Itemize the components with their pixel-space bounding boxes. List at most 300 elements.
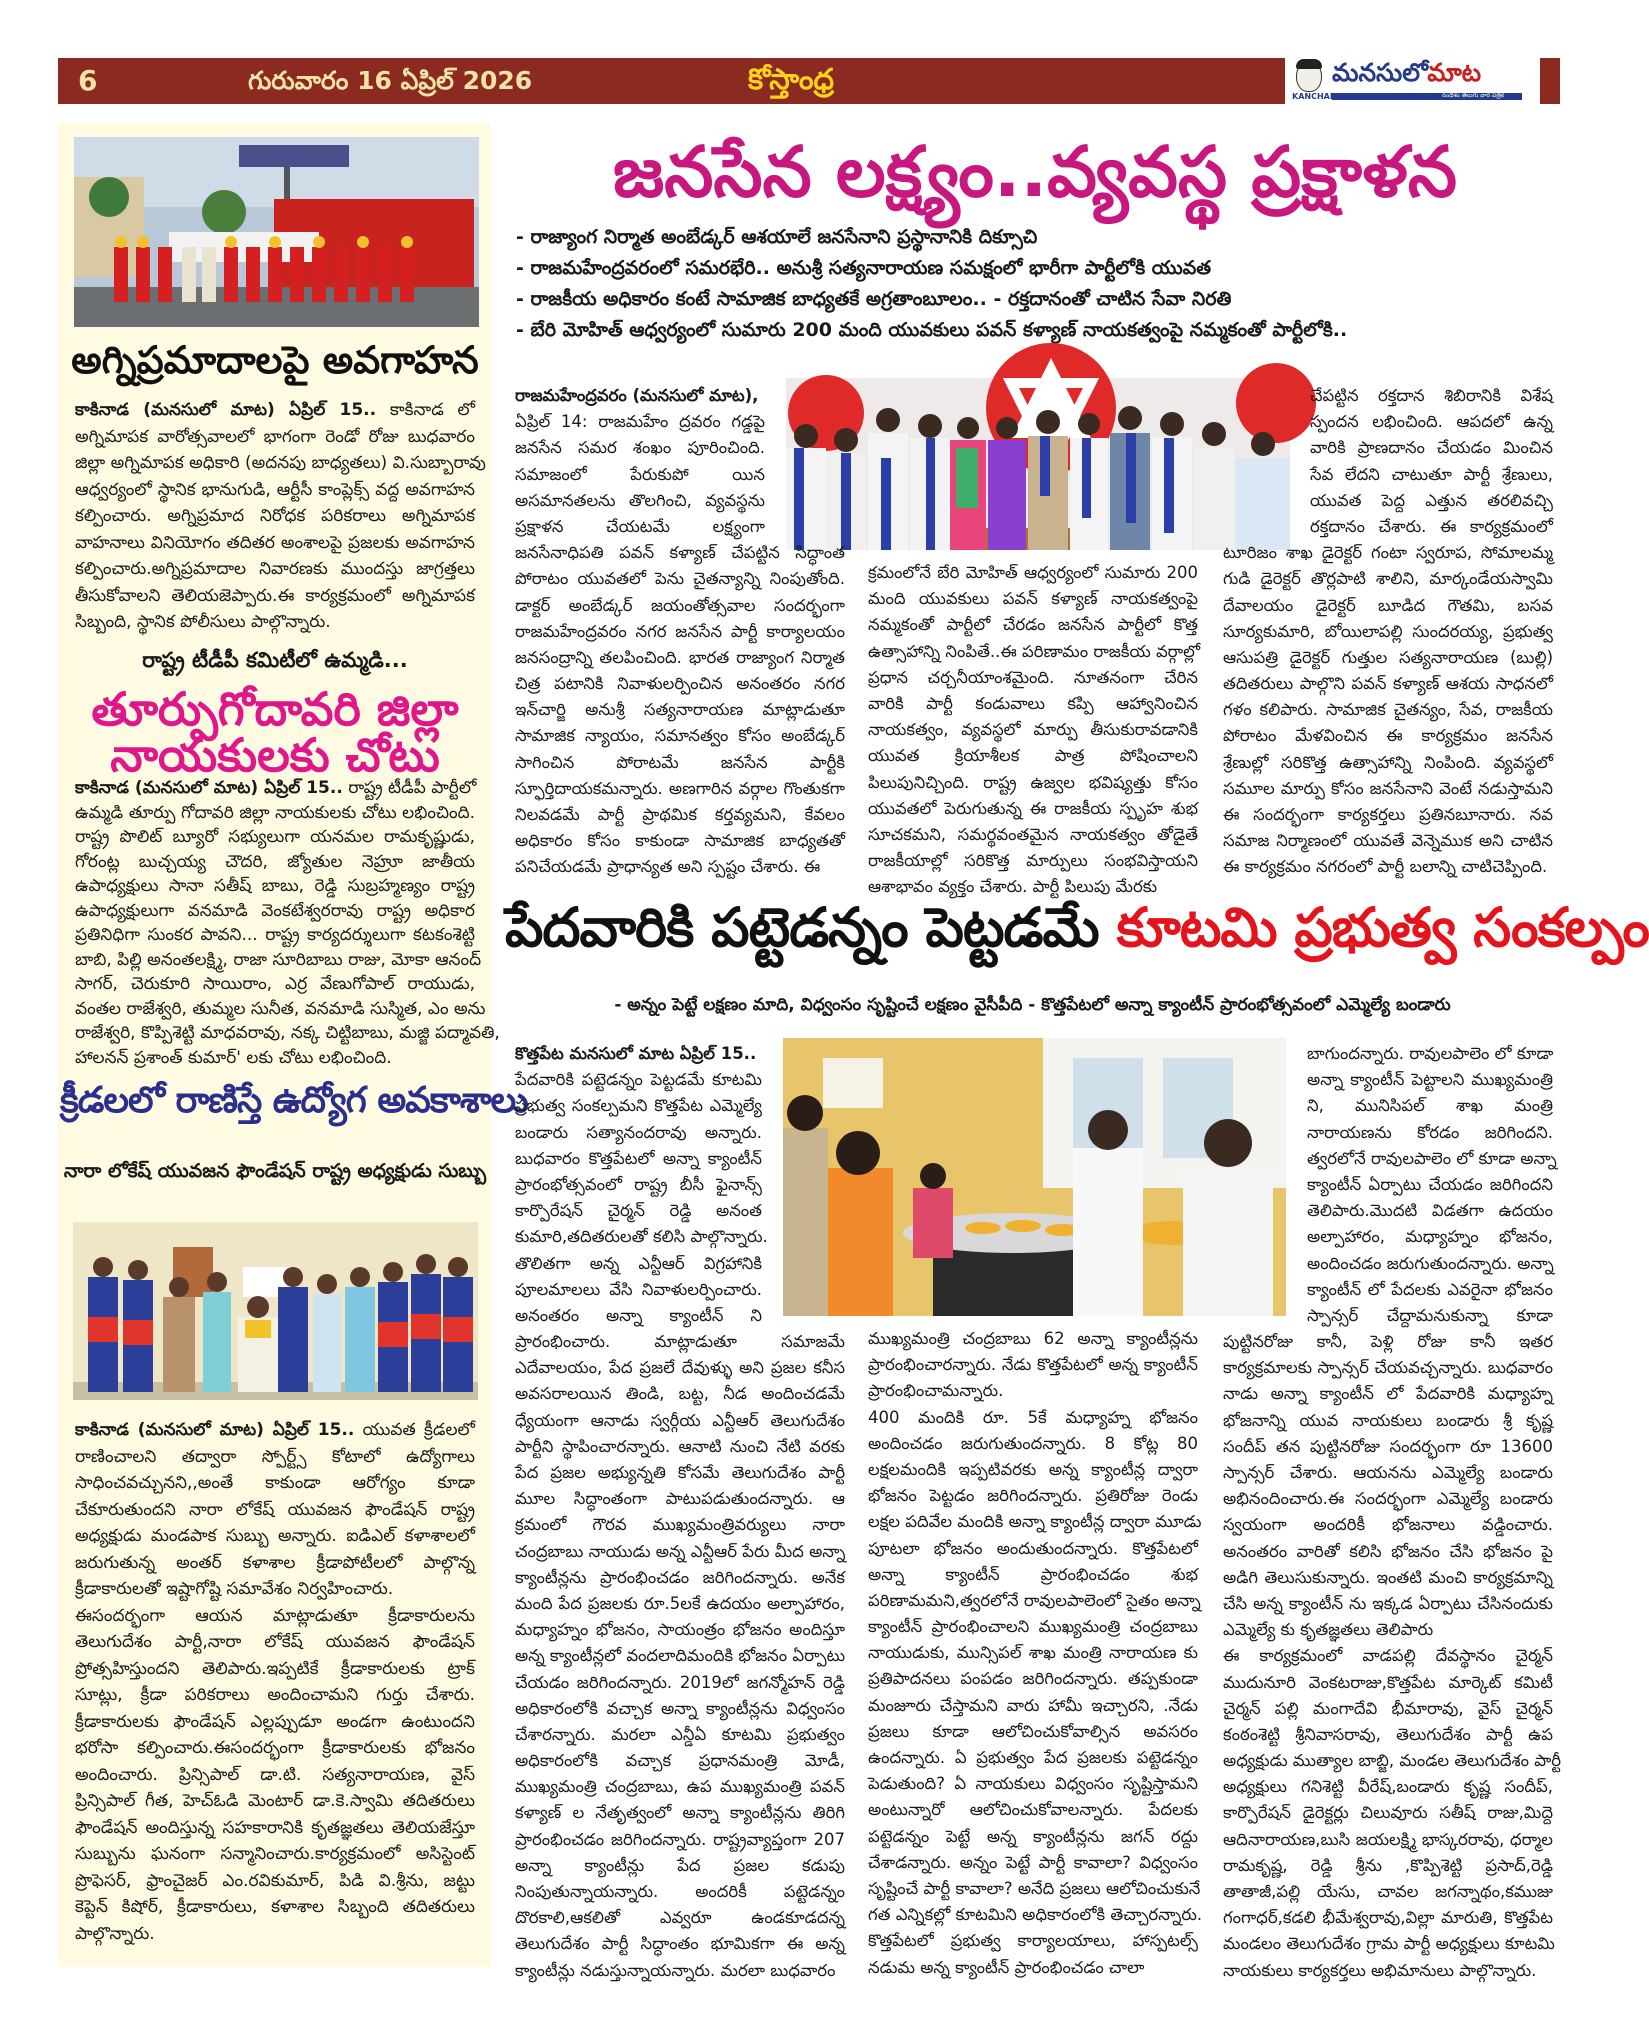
article-line [515, 566, 845, 592]
line-text: ముదునూరి వెంకటరాజు,కొత్తపేట మార్కెట్ కమిటీ [1223, 1672, 1553, 1692]
line-text: రాజేశ్వరి, కొప్పిశెట్టి మాధవరావు, నక్క చిట్టిబాబు, మజ్జి పద్మావతి, [75, 1023, 500, 1043]
line-text: రాష్ట్ర టీడీపీ పార్టీలో [348, 778, 477, 798]
line-text: సమూల మార్పు కోసం జనసేనాని వెంటే నడుస్తామని [1223, 778, 1553, 798]
line-text: అధ్యక్షులు గనిశెట్టి వీరేష్,బండారు కృష్ణ సందీప్, [1223, 1777, 1553, 1797]
line-text: చైర్మన్ పల్లి మంగాదేవి భీమారావు, వైస్ చైర్మన్ [1223, 1698, 1553, 1718]
line-text: పిలుపునిచ్చింది. రాష్ట్ర ఉజ్వల భవిష్యత్తు కోసం [868, 772, 1198, 792]
article-line [1223, 1958, 1553, 1984]
logo-word-2: మాట [1427, 58, 1482, 87]
line-text: ఆశాభావం వ్యక్తం చేశారు. పార్టీ పిలుపు మేరకు [868, 877, 1158, 897]
tdp-kicker: రాష్ట్ర టీడీపీ కమిటీలో ఉమ్మడి... [142, 648, 408, 672]
article-line [868, 1876, 1201, 1902]
janasena-column-2 [868, 560, 1201, 900]
tdp-article-body [75, 776, 500, 1070]
line-text: పుట్టినరోజు కానీ, పెళ్లి రోజు కానీ ఇతర [1223, 1332, 1553, 1352]
line-text: అన్న క్యాంటీన్లలో వందలాదిమందికి భోజనం ఏర్పాటు [515, 1646, 846, 1666]
line-text: క్యాంటీన్ లో పేదలకు ఎవరైనా భోజనం [1307, 1279, 1553, 1299]
line-text: ప్రొఫెసర్, ఫ్రాంచైజర్ ఎం.రవికుమార్, పిడి వి.శ్రీను, జట్టు [75, 1870, 475, 1891]
janasena-bullet: - రాజ్యాంగ నిర్మాత అంబేడ్కర్ ఆశయాలే జనసేనాని ప్రస్థానానికి దిక్సూచి [516, 226, 1038, 248]
line-text: లక్షలమందికి ఇప్పటివరకు అన్న క్యాంటీన్ల ద్వారా [868, 1459, 1198, 1479]
page-header-bar [58, 58, 1285, 104]
line-text: స్పాన్సర్ చేశారు. ఆయనను ఎమ్మెల్యే బండారు [1223, 1463, 1553, 1482]
article-line [515, 1434, 845, 1460]
dateline: కాకినాడ (మనసులో మాట) ఏప్రిల్ 15.. [75, 400, 377, 420]
article-line [515, 1591, 845, 1617]
line-text: మంది పేద ప్రజలకు రూ.5లకే ఉదయం అల్పాహారం, [515, 1593, 845, 1613]
article-line [515, 1905, 845, 1931]
line-text: గుడి డైరెక్టర్ తొర్లపాటి శాలిని, మార్కండేయస్వామి [1223, 569, 1553, 589]
line-text: రాణించాలని తద్వారా స్పోర్ట్స్ కోటాలో ఉద్యోగాలు [75, 1446, 475, 1467]
line-text: ప్రక్షాళన చేయటమే లక్ష్యంగా [515, 516, 765, 536]
line-text: తీసుకోవాలని తెలియజెప్పారు.ఈ కార్యక్రమంలో అగ్నిమాపక [75, 585, 475, 606]
article-line [1223, 1905, 1553, 1931]
article-line [515, 1774, 845, 1800]
line-text: ప్రజలు కూడా ఆలోచించుకోవాల్సిన అవసరం [868, 1721, 1198, 1741]
article-line [868, 717, 1198, 743]
article-line [868, 796, 1198, 822]
line-text: అందించారు. ప్రిన్సిపాల్ డా.టి. సత్యనారాయణ, వైస్ [75, 1764, 475, 1785]
line-text: నాయకులు కార్యకర్తలు అభిమానులు పాల్గొన్నారు. [1223, 1960, 1537, 1980]
article-line [1310, 462, 1553, 488]
canteen-column-1 [515, 1041, 845, 1984]
article-line [868, 560, 1198, 586]
article-line [868, 612, 1198, 638]
article-line [868, 1771, 1198, 1797]
article-line [515, 1486, 845, 1512]
article-line [75, 1470, 475, 1497]
article-line [515, 697, 845, 723]
masthead-logo [1292, 58, 1536, 104]
article-line [868, 1797, 1198, 1823]
article-line [868, 1693, 1198, 1719]
article-line [1223, 1696, 1553, 1722]
line-text: సందీప్ తన పుట్టినరోజు సందర్భంగా రూ 13600 [1223, 1436, 1553, 1456]
line-text: ఉమ్మడి తూర్పు గోదావరి జిల్లా నాయకులకు చోటు లభించింది. [75, 802, 475, 823]
line-text: ఈ సందర్భంగా కార్యకర్తలు ప్రతినబూనారు. నవ [1223, 805, 1553, 824]
article-line [1223, 1774, 1553, 1800]
line-text: అన్నా క్యాంటీన్ ప్రారంభించడం శుభ [868, 1564, 1198, 1584]
article-line [1223, 619, 1553, 645]
article-line [515, 1879, 845, 1905]
fire-article-body [75, 397, 486, 636]
article-line [75, 825, 475, 850]
line-text: అందించడం జరుగుతుందన్నారు. 8 కోట్ల 80 [868, 1433, 1198, 1453]
article-line [1223, 1512, 1553, 1538]
article-line [515, 1722, 845, 1748]
line-text: ఇన్‌చార్జి అనుశ్రీ సత్యనారాయణ మాట్లాడుతూ [515, 700, 845, 720]
line-text: జరుగుతున్న అంతర్ కళాశాల క్రీడాపోటీలలో పాల్గొన్న [75, 1552, 475, 1573]
article-line [75, 1709, 475, 1736]
article-line [515, 540, 845, 566]
anna-canteen-photo [783, 1038, 1286, 1316]
line-text: అధికారం కోసం కాకుండా సామాజిక బాధ్యతతో [515, 831, 845, 851]
article-line [515, 750, 845, 776]
line-text: చేకూరుతుందని నారా లోకేష్ యువజన ఫౌండేషన్ రాష్ట్ర [75, 1499, 475, 1520]
header-strip [1540, 58, 1560, 104]
line-text: సుబ్బును ఘనంగా సన్మానించారు.కార్యక్రమంలో అసిస్టెంట్ [75, 1844, 475, 1864]
sports-subhead: నారా లోకేష్ యువజన ఫౌండేషన్ రాష్ట్ర అధ్యక్షుడు సుబ్బు [63, 1160, 487, 1182]
line-text: చేపట్టిన రక్తదాన శిబిరానికి విశేష [1310, 386, 1553, 405]
line-text: వంతల రాజేశ్వరి, తుమ్మల సునీత, వనమాడి సుస్మిత, ఎం అను [75, 998, 486, 1019]
line-text: క్రమంలోనే బేరి మోహిత్ ఆధ్వర్యంలో సుమారు 200 [868, 563, 1198, 582]
line-text: ప్రారంభించారు. మాట్లాడుతూ సమాజమే [515, 1332, 845, 1352]
article-line [75, 1682, 475, 1709]
article-line [1223, 1539, 1553, 1565]
portrait-icon [1296, 60, 1322, 92]
canteen-column-3 [1223, 1041, 1562, 1984]
article-line [1223, 1800, 1553, 1826]
line-text: తెలిపారు.మొదటి విడతగా ఉదయం [1307, 1201, 1553, 1221]
article-line [868, 665, 1198, 691]
canteen-headline-black: పేదవారికి పట్టెడన్నం పెట్టడమే [505, 896, 1099, 959]
article-line [1223, 776, 1553, 802]
article-line [1310, 514, 1553, 540]
article-line [868, 1719, 1198, 1745]
line-text: అనంతరం అన్నా క్యాంటీన్ ని [515, 1305, 762, 1325]
line-text: కార్యక్రమాలకు స్పాన్సర్ చేయవచ్చన్నారు. బుధవారం [1223, 1358, 1553, 1378]
article-line [75, 530, 475, 557]
line-text: నమ్మకంతో పార్టీలో చేరడం జనసేన పార్టీలో కొత్త [868, 615, 1198, 635]
dateline: కాకినాడ (మనసులో మాట) ఏప్రిల్ 15.. [75, 1420, 355, 1440]
article-line [515, 854, 845, 880]
article-line [515, 1539, 845, 1565]
line-text: కల్పించారు.అగ్నిప్రమాదాల నివారణకు ముందస్తు జాగ్రత్తలు [75, 559, 475, 579]
line-text: కల్పించారు. అగ్నిప్రమాద నిరోధక పరికరాలు అగ్నిమాపక [75, 506, 475, 526]
article-line [1310, 435, 1553, 461]
article-line [75, 450, 486, 477]
section-name: కోస్తాంధ్ర [748, 62, 835, 96]
article-line [868, 1536, 1198, 1562]
line-text: అవసరాలయిన తిండి, బట్ట, నీడ అందించడమే [515, 1384, 845, 1404]
article-line [75, 997, 486, 1022]
line-text: ప్రతినిధిగా సుంకర పావని... రాష్ట్ర కార్యదర్శులుగా కటకంశెట్టి [75, 925, 475, 945]
article-line [515, 1408, 845, 1434]
article-line [515, 409, 765, 435]
line-text: ప్రోత్సహిస్తుందని తెలిపారు.ఇప్పటికే క్రీడాకారులకు ట్రాక్ [75, 1658, 475, 1679]
line-text: యువతలో పెరుగుతున్న ఈ రాజకీయ స్పృహ శుభ [868, 798, 1198, 818]
line-text: అన్నా క్యాంటీన్లు పేద ప్రజల కడుపు [515, 1855, 845, 1875]
line-text: శ్రేణుల్లో సరికొత్త ఉత్సాహాన్ని నింపింది. వ్యవస్థలో [1223, 752, 1553, 772]
line-text: అంటున్నారో ఆలోచించుకోవాలన్నారు. పేదలకు [868, 1800, 1198, 1820]
line-text: ఉత్సాహాన్ని నింపితే..ఈ పరిణామం రాజకీయ వర్గాల్లో [868, 641, 1201, 661]
article-line [75, 1894, 475, 1921]
line-text: క్యాంటీన్ ఏర్పాటు చేయడం జరిగిందని [1307, 1174, 1553, 1194]
line-text: సృష్టించే పార్టీ కావాలా? అనేది ప్రజలు ఆలోచించుకునే [868, 1878, 1201, 1898]
article-line [515, 383, 765, 409]
article-line [75, 1576, 475, 1603]
article-line [868, 1614, 1198, 1640]
article-line [868, 1405, 1198, 1431]
article-line [868, 1588, 1201, 1614]
article-line [1223, 645, 1553, 671]
line-text: తొలితగా అన్న ఎన్టీఆర్ విగ్రహానికి [515, 1253, 762, 1273]
dateline: కాకినాడ (మనసులో మాట) ఏప్రిల్ 15.. [75, 778, 343, 798]
line-text: సూచకమని, సమర్థవంతమైన నాయకత్వం తోడైతే [868, 824, 1198, 844]
article-line [1223, 1434, 1553, 1460]
line-text: తాతాజీ,పల్లి యేసు, చావల జగన్నాథం,కముజు [1223, 1882, 1553, 1901]
line-text: పేద ప్రజల అభ్యున్నతి కోసమే తెలుగుదేశం పార్టీ [515, 1463, 845, 1482]
article-line [75, 1629, 475, 1656]
line-text: రామకృష్ణ, రెడ్డి శ్రీను ,కొప్పిశెట్టి ప్రసాద్,రెడ్డి [1223, 1855, 1553, 1875]
article-line [75, 1921, 475, 1948]
article-line [1307, 1067, 1553, 1093]
line-text: పోరాటం యువతలో పెను చైతన్యాన్ని నింపుతోంది. [515, 569, 845, 589]
article-line [868, 1378, 1198, 1404]
article-line [868, 1902, 1203, 1928]
article-line [75, 583, 475, 610]
line-text: అనంతరం వారితో కలిసి భోజనం చేసి భోజనం పై [1223, 1541, 1553, 1561]
line-text: సూర్యకుమారి, బోయిలాపల్లి సుందరయ్య, ప్రభుత్వ [1223, 621, 1553, 641]
line-text: కంఠంశెట్టి శ్రీనివాసరావు, తెలుగుదేశం పార్టీ ఉప [1223, 1724, 1553, 1744]
line-text: అసమానతలను తొలగించి, వ్యవస్థను [515, 490, 765, 510]
line-text: త్వరలోనే రావులపాలెం లో కూడా అన్నా [1307, 1148, 1557, 1168]
article-line [515, 1696, 845, 1722]
line-text: క్యాంటీన్ ప్రారంభించాలని ముఖ్యమంత్రి చంద్రబాబు [868, 1617, 1198, 1637]
line-text: జిల్లా అగ్నిమాపక అధికారి (అదనపు బాధ్యతలు) వి.సుబ్బారావు [75, 453, 486, 473]
article-line [75, 477, 475, 504]
tdp-headline-line2: నాయకులకు చోటు [110, 728, 440, 782]
article-line [1223, 697, 1553, 723]
line-text: ఈ కార్యక్రమం నగరంలో పార్టీ బలాన్ని చాటిచెప్పింది. [1223, 857, 1548, 877]
line-text: మూల సిద్ధాంతంగా పాటుపడుతుందన్నారు. ఆ [515, 1489, 845, 1509]
article-line [868, 1928, 1198, 1954]
line-text: పూలమాలలు వేసి నివాళులర్పించారు. [515, 1279, 762, 1299]
article-line [1307, 1041, 1553, 1067]
line-text: కాకినాడ లో [389, 400, 476, 420]
article-line [75, 1497, 475, 1524]
article-line [1223, 802, 1553, 828]
line-text: ప్రారంభోత్సవంలో రాష్ట్ర బీసీ ఫైనాన్స్ [515, 1174, 762, 1194]
article-line [515, 1198, 762, 1224]
article-line [515, 1565, 845, 1591]
line-text: రాష్ట్ర పొలిట్ బ్యూరో సభ్యులుగా యనమల రామకృష్ణుడు, [75, 827, 475, 847]
article-line [75, 503, 475, 530]
article-line [515, 671, 845, 697]
line-text: మంజూరు చేస్తామని వారు హామీ ఇచ్చారని, .నేడు [868, 1695, 1198, 1715]
canteen-serving-image [783, 1038, 1286, 1316]
line-text: ప్రారంభించారన్నారు. నేడు కొత్తపేటలో అన్న క్యాంటీన్ [868, 1355, 1198, 1375]
line-text: నాయుడుకు, మున్సిపల్ శాఖ మంత్రి నారాయణ కు [868, 1643, 1198, 1663]
article-line [515, 1800, 845, 1826]
article-line [515, 1224, 768, 1250]
article-line [1307, 1172, 1553, 1198]
janasena-bullet: - రాజకీయ అధికారం కంటే సామాజిక బాధ్యతకే అగ్రతాంబూలం.. - రక్తదానంతో చాటిన సేవా నిరతి [516, 288, 1232, 310]
line-text: ఉపాధ్యక్షులుగా వనమాడి వెంకటేశ్వరరావు రాష్ట్ర అధికార [75, 900, 475, 921]
line-text: చేశారన్నారు. మరలా ఎన్డీఏ కూటమి ప్రభుత్వం [515, 1724, 845, 1744]
line-text: యువత పెద్ద ఎత్తున తరలివచ్చి [1310, 490, 1553, 510]
article-line [868, 639, 1201, 665]
article-line [1223, 1486, 1553, 1512]
line-text: పార్టీని స్థాపించారన్నారు. ఆనాటి నుంచి నేటి వరకు [515, 1436, 845, 1456]
article-line [868, 691, 1198, 717]
article-line [75, 424, 475, 451]
article-line [75, 1417, 475, 1444]
article-line [515, 723, 845, 749]
article-line [75, 1815, 475, 1842]
line-text: భోజనాన్ని యువ నాయకులు బండారు శ్రీ కృష్ణ [1223, 1410, 1553, 1430]
line-text: నాడు అన్నా క్యాంటీన్ లో పేదవారికి మధ్యాహ్న [1223, 1384, 1553, 1404]
article-line [1223, 1460, 1553, 1486]
line-text: రక్తదానం చేశారు. ఈ కార్యక్రమంలో [1310, 516, 1553, 536]
article-line [515, 1329, 845, 1355]
line-text: ధ్యేయంగా ఆనాడు స్వర్గీయ ఎన్టీఆర్ తెలుగుదేశం [515, 1410, 845, 1430]
line-text: జనసేనాధిపతి పవన్ కళ్యాణ్ చేపట్టిన సిద్ధాంత [515, 543, 845, 563]
article-line [1223, 723, 1553, 749]
line-text: ఆసుపత్రి డైరెక్టర్ గుత్తుల సత్యనారాయణ (బుల్లి) [1223, 647, 1553, 667]
line-text: ప్రారంభించడం జరిగిందన్నారు. రాష్ట్రవ్యాప్తంగా 207 [515, 1829, 845, 1849]
article-line [1307, 1093, 1553, 1119]
article-line [868, 1955, 1198, 1981]
janasena-headline: జనసేన లక్ష్యం..వ్యవస్థ ప్రక్షాళన [613, 131, 1457, 213]
line-text: ని, మునిసిపల్ శాఖ మంత్రి [1307, 1096, 1553, 1116]
line-text: క్యాంటీన్లను ప్రారంభించడం జరిగిందన్నారు. అనేక [515, 1567, 845, 1587]
article-line [868, 1457, 1198, 1483]
article-line [515, 435, 765, 461]
line-text: ఉపాధ్యక్షులు సానా సతీష్ బాబు, రెడ్డి సుబ్రహ్మణ్యం రాష్ట్ర [75, 876, 475, 896]
article-line [515, 514, 765, 540]
article-line [868, 1824, 1198, 1850]
line-text: అందించడం జరుగుతుందన్నారు. అన్నా [1307, 1253, 1554, 1273]
article-line [1223, 1748, 1562, 1774]
article-line [1223, 828, 1553, 854]
article-line [868, 1483, 1198, 1509]
line-text: జనసేన సమర శంఖం పూరించింది. [515, 438, 765, 458]
line-text: ప్రారంభించామన్నారు. [868, 1381, 1004, 1401]
line-text: తదితరులు పాల్గొని పవన్ కళ్యాణ్ ఆశయ సాధనలో [1223, 674, 1553, 694]
article-line [75, 1788, 475, 1815]
sports-team-photo [73, 1222, 478, 1400]
article-line [75, 1046, 475, 1071]
line-text: క్రమంలో గౌరవ ముఖ్యమంత్రివర్యులు నారా [515, 1515, 845, 1535]
canteen-subhead: - అన్నం పెట్టే లక్షణం మాది, విధ్వంసం సృష్టించే లక్షణం వైసీపీది - కొత్తపేటలో అన్నా క్యాంటీన్ ప్రారంభోత్సవంలో ఎమ్మెల్యే బండారు [614, 995, 1451, 1015]
article-line [1223, 566, 1553, 592]
article-line [1307, 1120, 1553, 1146]
article-line [515, 1460, 845, 1486]
line-text: అధికారంలోకి వచ్చాక అన్నా క్యాంటీన్లను విధ్వంసం [515, 1698, 845, 1718]
fire-headline: అగ్నిప్రమాదాలపై అవగాహన [71, 338, 479, 382]
article-line [1307, 1146, 1557, 1172]
article-line [1223, 1355, 1553, 1381]
line-text: ముఖ్యమంత్రి చంద్రబాబు, ఉప ముఖ్యమంత్రి పవన్ [515, 1777, 845, 1797]
logo-brand: KANCHARLA [1292, 92, 1348, 101]
article-line [75, 1021, 500, 1046]
line-text: యువత క్రీడలలో [362, 1420, 475, 1440]
article-line [1307, 1303, 1553, 1329]
line-text: ఉందన్నారు. ఏ ప్రభుత్వం పేద ప్రజలకు పట్టెడన్నం [868, 1748, 1198, 1767]
line-text: ఎదేవాలయం, పేద ప్రజలే దేవుళ్ళు అని ప్రజల కనీస [515, 1358, 845, 1378]
article-line [75, 923, 475, 948]
article-line [515, 1931, 845, 1957]
line-text: చిత్ర పటానికి నివాళులర్పించిన అనంతరం నగర [515, 674, 845, 694]
line-text: సాధించవచ్చునని,,అంతే కాకుండా ఆరోగ్యం కూడా [75, 1473, 475, 1493]
line-text: డాక్టర్ అంబేడ్కర్ జయంతోత్సవాల సందర్భంగా [515, 595, 845, 615]
line-text: చేశాడన్నారు. అన్నం పెట్టే పార్టీ కావాలా? విధ్వంసం [868, 1852, 1198, 1872]
line-text: ప్రభుత్వ సంకల్పమని కొత్తపేట ఎమ్మెల్యే [515, 1096, 762, 1116]
dateline: రాజమహేంద్రవరం (మనసులో మాట), [515, 386, 759, 405]
line-text: దొరకాలి,ఆకలితో ఎవ్వరూ ఉండకూడదన్న [515, 1908, 845, 1928]
article-line [868, 1431, 1198, 1457]
line-text: హాలనన్ ప్రశాంత్ కుమార్' లకు చోటు లభించింది. [75, 1047, 392, 1068]
line-text: నింపుతున్నాయన్నారు. అందరికీ పట్టెడన్నం [515, 1882, 845, 1901]
article-line [75, 609, 475, 636]
line-text: నాయకత్వం, వ్యవస్థలో మార్పు తీసుకురావడానికి [868, 720, 1198, 740]
canteen-headline [505, 892, 1649, 964]
article-line [1223, 1643, 1553, 1669]
line-text: ప్రధాన చర్చనీయాంశమైంది. నూతనంగా చేరిన [868, 667, 1198, 687]
article-line [515, 1067, 762, 1093]
article-line [515, 619, 845, 645]
line-text: సేవ లేదని చాటుతూ పార్టీ శ్రేణులు, [1310, 464, 1553, 484]
dateline: కొత్తపేట మనసులో మాట ఏప్రిల్ 15.. [515, 1044, 757, 1063]
article-line [515, 1277, 762, 1303]
article-line [75, 397, 475, 424]
line-text: పట్టెడన్నం పెట్టే అన్న క్యాంటీన్లను జగన్ రద్దు [868, 1826, 1198, 1846]
article-line [515, 1355, 845, 1381]
article-line [1307, 1224, 1553, 1250]
article-line [1223, 1853, 1553, 1879]
article-line [868, 1640, 1198, 1666]
line-text: ఆధ్వర్యంలో స్థానిక భానుగుడి, ఆర్టీసీ కాంప్లెక్స్ వద్ద అవగాహన [75, 479, 475, 500]
line-text: పనిచేయడమే ప్రాధాన్యత అని స్పష్టం చేశారు. ఈ [515, 857, 821, 877]
logo-tagline: సందేశం తెలుగు వార పత్రిక [1442, 92, 1505, 99]
article-line [1223, 1408, 1553, 1434]
line-text: స్పందన లభించింది. ఆపదలో ఉన్న [1310, 412, 1553, 432]
line-text: తెలుగుదేశం పార్టీ సిద్ధాంతం భూమికగా ఈ అన్న [515, 1934, 845, 1954]
line-text: అడిగి తెలుసుకున్నారు. ఇంతటి మంచి కార్యక్రమాన్ని [1223, 1567, 1553, 1587]
article-line [1223, 1617, 1553, 1643]
tdp-headline-line1: తూర్పుగోదావరి జిల్లా [91, 682, 459, 736]
article-line [75, 899, 475, 924]
fire-safety-image [74, 137, 479, 327]
line-text: వారికి పార్టీ కండువాలు కప్పి ఆహ్వానించిన [868, 693, 1198, 713]
article-line [868, 1509, 1202, 1535]
article-line [868, 1666, 1198, 1692]
line-text: బాబి, పిల్లి అనంతలక్ష్మి, రాజా సూరిబాబు రాజు, మోకా ఆనంద్ [75, 949, 482, 970]
line-text: స్పాన్సర్ చేద్దామనుకున్నా కూడా [1307, 1305, 1553, 1325]
logo-word-1: మనసులో [1332, 58, 1428, 87]
article-line [1223, 540, 1553, 566]
line-text: ఎమ్మెల్యే కు కృతజ్ఞతలు తెలిపారు [1223, 1620, 1434, 1640]
article-line [1223, 1381, 1553, 1407]
article-line [515, 1172, 762, 1198]
article-line [75, 1762, 475, 1789]
article-line [1223, 671, 1553, 697]
article-line [1223, 1827, 1553, 1853]
line-text: మండలం తెలుగుదేశం గ్రామ పార్టీ అధ్యక్షులు కూటమి [1223, 1934, 1555, 1954]
line-text: క్యాంటీన్లు నడుస్తున్నాయన్నారు. మరలా బుధవారం [515, 1960, 836, 1980]
page-number: 6 [78, 64, 98, 97]
line-text: పోరాటం మేళవించిన ఈ కార్యక్రమం జనసేన [1223, 726, 1553, 746]
article-line [1310, 488, 1553, 514]
line-text: రాజకీయాల్లో సరికొత్త మార్పులు సంభవిస్తాయని [868, 851, 1198, 871]
article-line [75, 972, 475, 997]
line-text: గంగాధర్,కడలి భీమేశ్వరావు,విల్లా మారుతి, కొత్తపేట [1223, 1908, 1553, 1928]
line-text: పెడుతుంది? ఏ నాయకులు విధ్వంసం సృష్టిస్తామని [868, 1774, 1198, 1794]
line-text: అధ్యక్షుడు ముత్యాల బాబ్జి, మండల తెలుగుదేశం పార్టీ [1223, 1751, 1562, 1771]
line-text: ముఖ్యమంత్రి చంద్రబాబు 62 అన్నా క్యాంటీన్లను [868, 1329, 1198, 1348]
article-line [868, 822, 1198, 848]
line-text: స్ఫూర్తిదాయకమన్నారు. అణగారిన వర్గాల గొంతుకగా [515, 778, 845, 798]
line-text: క్రీడాకారులకు ఫౌండేషన్ ఎల్లప్పుడూ అండగా ఉంటుందని [75, 1711, 475, 1732]
line-text: గత ఎన్నికల్లో కూటమిని అధికారంలోకి తెచ్చారన్నారు. [868, 1905, 1203, 1925]
line-text: భరోసా కల్పించారు.ఈసందర్భంగా క్రీడాకారులకు భోజనం [75, 1738, 475, 1758]
line-text: 400 మందికి రూ. 5కే మధ్యాహ్న భోజనం [868, 1407, 1198, 1427]
article-line [1310, 409, 1553, 435]
article-line [868, 743, 1198, 769]
article-line [868, 1745, 1198, 1771]
line-text: సిబ్బంది, స్థానిక పోలీసులు పాల్గొన్నారు. [75, 612, 331, 632]
line-text: సాగించిన పోరాటమే జనసేన పార్టీకి [515, 752, 845, 772]
